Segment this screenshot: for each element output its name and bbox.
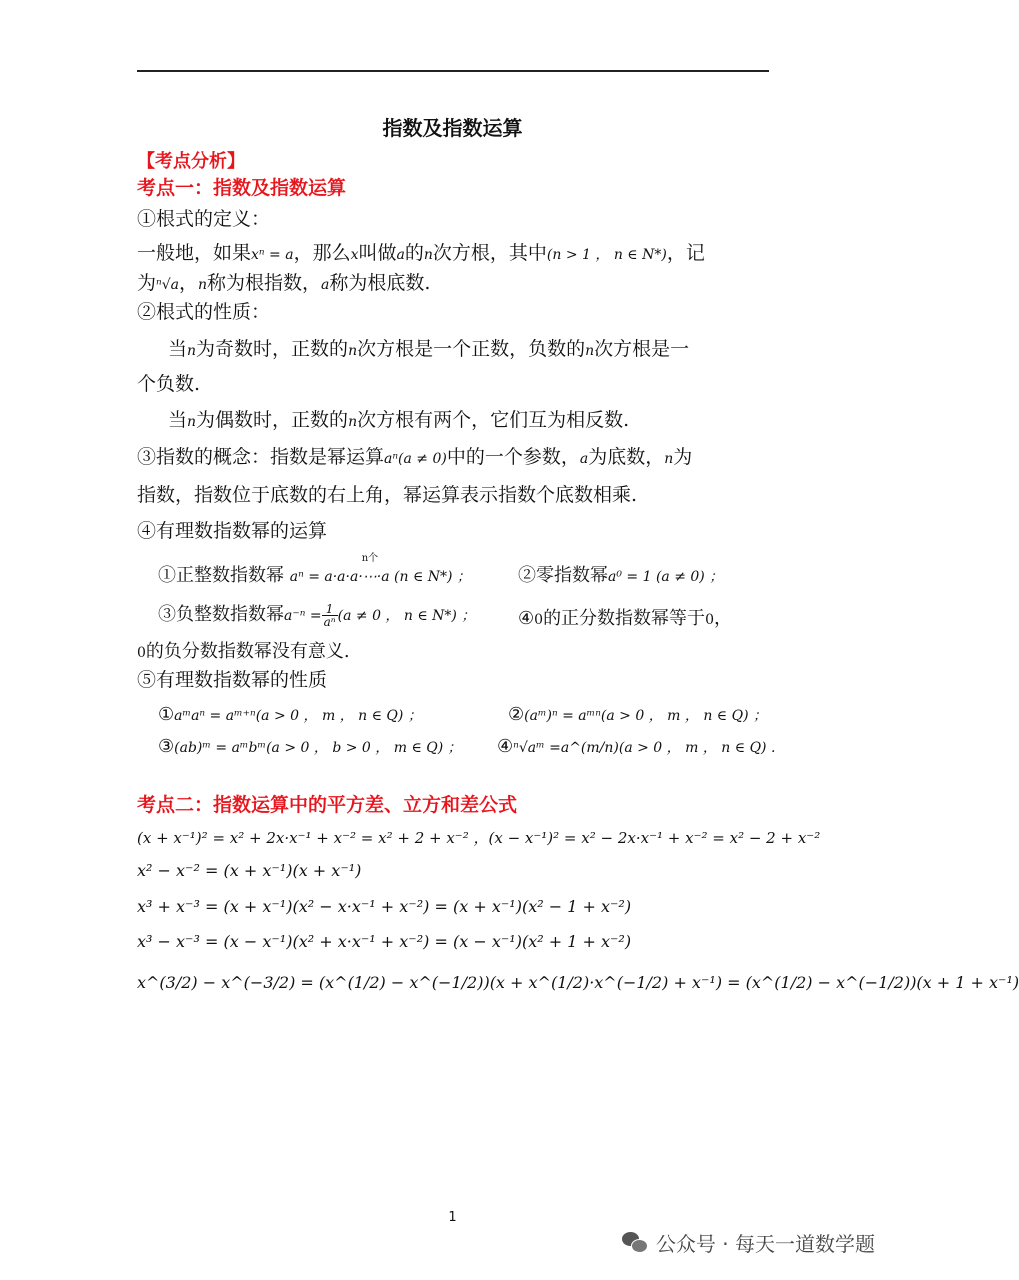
- item1-line2: [137, 268, 430, 295]
- item5-title: ⑤有理数指数幂的性质: [137, 669, 328, 691]
- point2-heading: 考点二：指数运算中的平方差、立方和差公式: [137, 794, 518, 816]
- item3-line2: 指数，指数位于底数的右上角，幂运算表示指数个底数相乘.: [137, 484, 638, 506]
- text: ，那么: [293, 242, 351, 264]
- math-neg-int-cond: (a ≠ 0 ， n ∈ N*) ；: [337, 608, 476, 624]
- text: ③负整数指数幂: [158, 604, 284, 625]
- text: ，: [713, 608, 732, 629]
- text: 的正分数指数幂等于: [543, 608, 706, 629]
- text: 为: [673, 446, 693, 468]
- page-number: 1: [448, 1210, 457, 1225]
- text: 当: [168, 338, 188, 360]
- page-title: 指数及指数运算: [382, 116, 523, 140]
- math-neg-int-lhs: a⁻ⁿ =: [284, 608, 322, 624]
- math-cond: (n > 1 ， n ∈ N*): [546, 247, 667, 263]
- item4-row3: [137, 637, 350, 663]
- math-zero: 0: [705, 612, 714, 628]
- prop4: [497, 736, 775, 757]
- item2-title: ②根式的性质：: [137, 301, 271, 323]
- item1-title: ①根式的定义：: [137, 208, 271, 230]
- math-def-eq: xⁿ = a: [251, 247, 294, 263]
- footer-text: 公众号 · 每天一道数学题: [655, 1232, 875, 1256]
- formula-diff-cubes: x³ − x⁻³ = (x − x⁻¹)(x² + x·x⁻¹ + x⁻²) = (x − x⁻¹)(x² + 1 + x⁻²): [137, 932, 632, 951]
- text: ，: [178, 272, 198, 294]
- text: 称为根指数，: [207, 272, 322, 294]
- fraction: [322, 603, 338, 628]
- point1-heading: 考点一：指数及指数运算: [137, 177, 347, 199]
- formula-diff-squares: x² − x⁻² = (x + x⁻¹)(x + x⁻¹): [137, 861, 362, 880]
- text: ③指数的概念：指数是幂运算: [137, 446, 385, 468]
- text: 的负分数指数幂没有意义.: [145, 641, 350, 662]
- math-prop2: (aᵐ)ⁿ = aᵐⁿ(a > 0 ， m ， n ∈ Q) ；: [524, 708, 768, 724]
- text: ，记: [666, 242, 705, 264]
- text: 次方根是一: [594, 338, 690, 360]
- text: 的: [404, 242, 424, 264]
- text: 为底数，: [588, 446, 665, 468]
- prop1: [158, 704, 422, 725]
- math-pos-int: aⁿ = a·a·a·⋯·a (n ∈ N*) ；: [289, 569, 471, 585]
- math-zero: 0: [137, 645, 146, 661]
- numerator: 1: [322, 603, 338, 616]
- text: 为奇数时，正数的: [196, 338, 349, 360]
- math-prop4-rhs: a^(m/n)(a > 0 ， m ， n ∈ Q) .: [560, 740, 776, 756]
- formula-sum-cubes: x³ + x⁻³ = (x + x⁻¹)(x² − x·x⁻¹ + x⁻²) = (x + x⁻¹)(x² − 1 + x⁻²): [137, 897, 632, 916]
- math-var-n: n: [197, 277, 208, 293]
- formula-square: (x + x⁻¹)² = x² + 2x·x⁻¹ + x⁻² = x² + 2 + x⁻² ，(x − x⁻¹)² = x² − 2x·x⁻¹ + x⁻² = x² − 2 + x⁻²: [137, 829, 821, 847]
- math-prop3: (ab)ᵐ = aᵐbᵐ(a > 0 ， b > 0 ， m ∈ Q) ；: [174, 740, 462, 756]
- item4-row1-left: [158, 553, 471, 587]
- item3-line1: [137, 442, 692, 469]
- text: ①正整数指数幂: [158, 565, 284, 586]
- text: 为: [137, 272, 157, 294]
- math-var-a: a: [396, 247, 405, 263]
- math-var-n: n: [423, 247, 433, 263]
- text: 一般地，如果: [137, 242, 252, 264]
- math-zero: 0: [534, 612, 544, 628]
- denominator: aⁿ: [323, 614, 336, 629]
- math-prop1: aᵐaⁿ = aᵐ⁺ⁿ(a > 0 ， m ， n ∈ Q) ；: [174, 708, 422, 724]
- text: 中的一个参数，: [446, 446, 580, 468]
- math-var-n: n: [187, 343, 197, 359]
- brace-label: n个: [361, 553, 379, 564]
- math-var-a: a: [579, 451, 589, 467]
- math-var-n: n: [348, 343, 358, 359]
- prop-index: ④: [497, 736, 514, 757]
- math-var-a: a: [321, 277, 330, 293]
- math-prop4-lhs: ⁿ√aᵐ =: [513, 740, 561, 756]
- wechat-icon: [622, 1232, 648, 1254]
- item4-row2-right: [518, 604, 732, 630]
- prop-index: ②: [508, 704, 525, 725]
- item4-title: ④有理数指数幂的运算: [137, 520, 328, 542]
- text: ②零指数幂: [518, 565, 608, 586]
- item4-row2-left: [158, 600, 475, 628]
- math-var-n: n: [187, 414, 197, 430]
- text: 次方根有两个，它们互为相反数.: [357, 409, 630, 431]
- top-rule: [137, 70, 769, 72]
- text: 当: [168, 409, 188, 431]
- formula-half-cubes: x^(3/2) − x^(−3/2) = (x^(1/2) − x^(−1/2))(x + x^(1/2)·x^(−1/2) + x⁻¹) = (x^(1/2) − x^(−1/2))(x + 1 + x⁻¹): [137, 973, 1019, 992]
- math-var-n: n: [348, 414, 358, 430]
- math-var-n: n: [664, 451, 674, 467]
- math-var-x: x: [350, 247, 359, 263]
- math-zero-pow: a⁰ = 1 (a ≠ 0) ；: [608, 569, 724, 585]
- text: 叫做: [358, 242, 397, 264]
- text: 次方根，其中: [432, 242, 547, 264]
- math-pos-int-wrap: [289, 553, 471, 586]
- prop2: [508, 704, 767, 725]
- prop-index: ③: [158, 736, 175, 757]
- item1-line1: [137, 238, 705, 265]
- math-root: ⁿ√a: [156, 277, 179, 293]
- math-var-n: n: [585, 343, 595, 359]
- prop3: [158, 736, 462, 757]
- item4-row1-right: [518, 561, 723, 587]
- text: ④: [518, 608, 535, 629]
- text: 为偶数时，正数的: [196, 409, 349, 431]
- item2-p1-line2: 个负数.: [137, 373, 201, 395]
- text: 称为根底数.: [329, 272, 431, 294]
- text: 次方根是一个正数，负数的: [357, 338, 586, 360]
- math-power-def: aⁿ(a ≠ 0): [384, 451, 447, 467]
- watermark-footer: [622, 1228, 875, 1257]
- item2-p2: [168, 405, 629, 432]
- item2-p1-line1: [168, 334, 689, 361]
- prop-index: ①: [158, 704, 175, 725]
- section-tag: 【考点分析】: [137, 151, 245, 172]
